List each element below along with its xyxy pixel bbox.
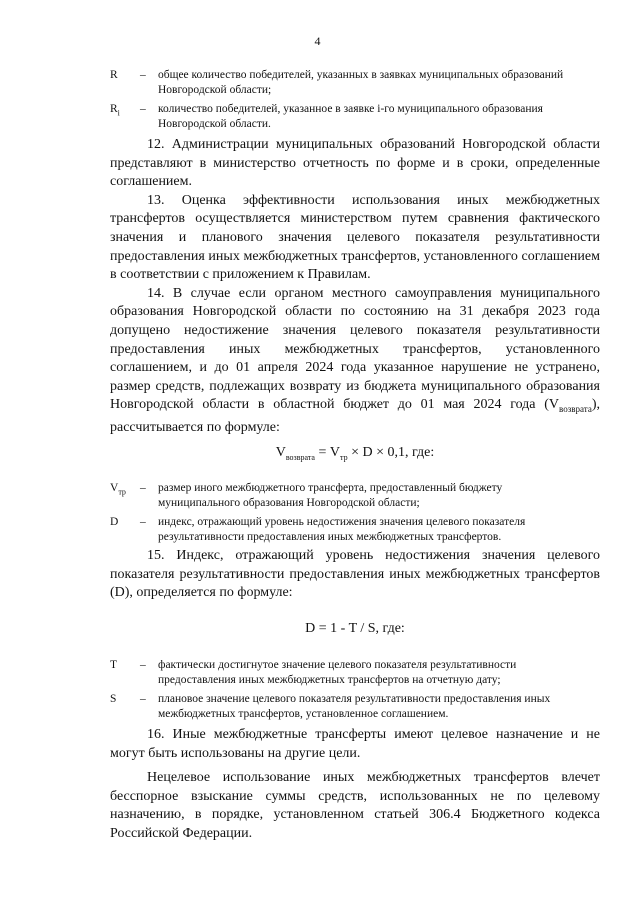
page-number: 4	[314, 34, 321, 48]
definition-vtr: $V_{тр}$ – размер иного межбюджетного трансферта, предоставленный бюджету муниципального образования Новгородской области;	[110, 481, 600, 510]
paragraph-12: 12. Администрации муниципальных образований Новгородской области представляют в министерство отчетность по форме и в сроки, определенные соглашением.	[110, 137, 600, 190]
definition-symbol: R	[110, 69, 118, 81]
definition-symbol: $V_{тр}$	[110, 482, 126, 497]
definition-symbol: S	[110, 693, 117, 705]
definitions-v-d	[110, 481, 600, 549]
formula-2: D = 1 - T / S, где:	[305, 621, 405, 636]
definition-r: R – общее количество победителей, указанных в заявках муниципальных образований Новгородской области;	[110, 68, 600, 97]
paragraph-15: 15. Индекс, отражающий уровень недостижения значения целевого показателя результативности предоставления иных межбюджетных трансфертов (D), определяется по формуле:	[110, 548, 600, 601]
paragraph-17: Нецелевое использование иных межбюджетных трансфертов влечет бесспорное взыскание суммы средств, использованных не по целевому назначению, в порядке, установленном статьей 306.4 Бюджетного кодекса Российской Федерации.	[110, 770, 600, 841]
paragraph-16: 16. Иные межбюджетные трансферты имеют целевое назначение и не могут быть использованы на другие цели.	[110, 727, 600, 761]
paragraphs-16-17	[110, 726, 600, 844]
definition-text: общее количество победителей, указанных в заявках муниципальных образований Новгородской области;	[158, 69, 564, 96]
paragraph-15-block	[110, 547, 600, 603]
paragraph-14: 14. В случае если органом местного самоуправления муниципального образования Новгородской области по состоянию на 31 декабря 2023 года допущено недостижение значения целевого показателя результативности предоставления иных межбюджетных трансфертов, установленного соглашением, и до 01 апреля 2024 года указанное нарушение не устранено, размер средств, подлежащих возврату из бюджета муниципального образования Новгородской области в областной бюджет до 01 мая 2024 года $(V_{возврата})$, рассчитывается по формуле:	[110, 285, 600, 435]
paragraphs-12-14	[110, 136, 600, 437]
definitions-t-s	[110, 658, 600, 726]
definition-d: D – индекс, отражающий уровень недостижения значения целевого показателя результативности предоставления иных межбюджетных трансфертов.	[110, 515, 600, 544]
definition-text: фактически достигнутое значение целевого показателя результативности предоставления иных межбюджетных трансфертов на отчетную дату;	[158, 659, 517, 686]
definition-symbol: T	[110, 659, 118, 671]
definition-symbol: D	[110, 516, 119, 528]
definition-text: количество победителей, указанное в заявке i-го муниципального образования Новгородской области.	[158, 103, 543, 130]
definition-text: плановое значение целевого показателя результативности предоставления иных межбюджетных трансфертов, установленное соглашением.	[158, 693, 551, 720]
definition-ri: $R_i$ – количество победителей, указанное в заявке i-го муниципального образования Новгородской области.	[110, 102, 600, 131]
formula-1: $V_{возврата} = V_{тр} \times D \times 0,1$, где:	[275, 445, 435, 462]
definition-text: индекс, отражающий уровень недостижения значения целевого показателя результативности предоставления иных межбюджетных трансфертов.	[158, 516, 526, 543]
paragraph-13: 13. Оценка эффективности использования иных межбюджетных трансфертов осуществляется министерством путем сравнения фактического значения и планового значения целевого показателя результативности предоставления иных межбюджетных трансфертов, установленного соглашением в соответствии с приложением к Правилам.	[110, 192, 600, 283]
definition-t: T – фактически достигнутое значение целевого показателя результативности предоставления иных межбюджетных трансфертов на отчетную дату;	[110, 658, 600, 687]
definition-text: размер иного межбюджетного трансферта, предоставленный бюджету муниципального образования Новгородской области;	[158, 482, 503, 509]
definition-s: S – плановое значение целевого показателя результативности предоставления иных межбюджетных трансфертов, установленное соглашением.	[110, 692, 600, 721]
definitions-r	[110, 68, 600, 136]
definition-symbol: $R_i$	[110, 103, 120, 118]
